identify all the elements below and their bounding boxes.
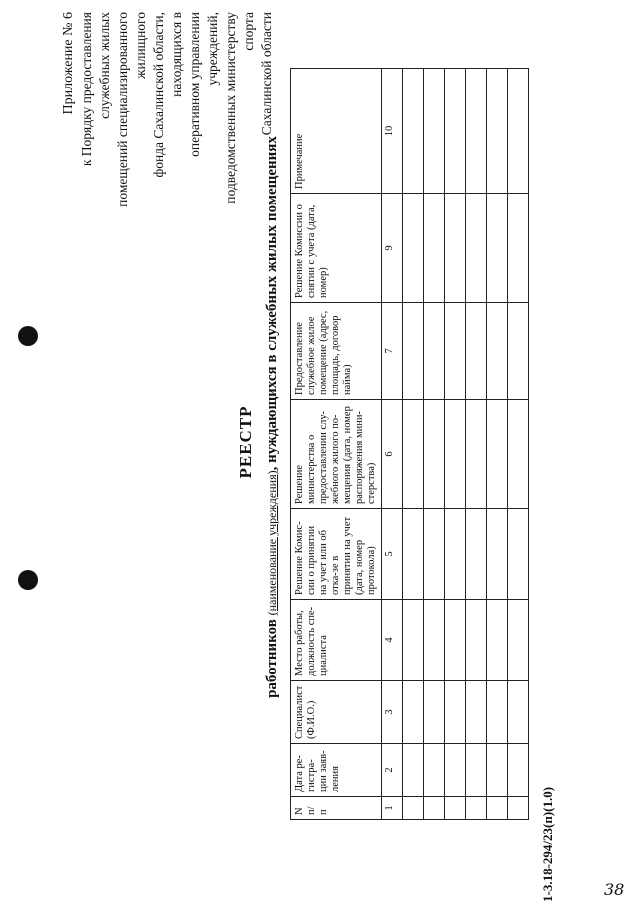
- register-subtitle: [264, 42, 281, 792]
- table-row: [424, 69, 445, 820]
- appendix-line: фонда Сахалинской области, находящихся в: [151, 12, 184, 178]
- column-number: 2: [382, 744, 403, 797]
- table-row: [487, 69, 508, 820]
- header-cell: Решение Комиссии о снятии с учета (дата, номер): [291, 194, 382, 303]
- table-row: [508, 69, 529, 820]
- table-number-row: [382, 69, 403, 820]
- column-number: 7: [382, 303, 403, 400]
- document-code: 1-3.18-294/23(п)(1.0): [540, 786, 555, 902]
- header-cell: N п/п: [291, 797, 382, 820]
- register-title: РЕЕСТР: [236, 405, 255, 479]
- appendix-block: [60, 12, 276, 222]
- column-number: 1: [382, 797, 403, 820]
- column-number: 9: [382, 194, 403, 303]
- appendix-line: подведомственных министерству спорта: [223, 12, 256, 204]
- table-row: [466, 69, 487, 820]
- header-cell: Решение Комис-сии о принятии на учет или об отка-зе в принятии на учет (дата, номер протокола): [291, 509, 382, 600]
- register-subtitle-placeholder: (наименование учреждения): [265, 470, 279, 616]
- header-cell: Решение министерства о предоставлении слу-жебного жилого по-мещения (дата, номер распоряжения мини-стерства): [291, 400, 382, 509]
- column-number: 10: [382, 69, 403, 194]
- header-cell: Дата ре-гистра-ции заяв-ления: [291, 744, 382, 797]
- register-subtitle-start: работников: [264, 619, 280, 698]
- column-number: 4: [382, 600, 403, 681]
- appendix-line: помещений специализированного жилищного: [115, 12, 148, 207]
- column-number: 3: [382, 681, 403, 744]
- header-cell: Место работы, должность спе-циалиста: [291, 600, 382, 681]
- column-number: 6: [382, 400, 403, 509]
- appendix-line: к Порядку предоставления служебных жилых: [79, 12, 112, 167]
- register-subtitle-end: , нуждающихся в служебных жилых помещениях: [264, 136, 280, 471]
- appendix-title: Приложение № 6: [61, 12, 76, 115]
- appendix-line: Сахалинской области: [259, 12, 274, 136]
- header-cell: Примечание: [291, 69, 382, 194]
- table-row: [403, 69, 424, 820]
- appendix-line: оперативном управлении учреждений,: [187, 12, 220, 157]
- register-table: [290, 68, 529, 820]
- header-cell: Предоставление служебное жилое помещение (адрес, площадь, договор найма): [291, 303, 382, 400]
- table-row: [445, 69, 466, 820]
- header-cell: Специалист (Ф.И.О.): [291, 681, 382, 744]
- table-header-row: [291, 69, 382, 820]
- column-number: 5: [382, 509, 403, 600]
- page-number: 38: [604, 880, 625, 899]
